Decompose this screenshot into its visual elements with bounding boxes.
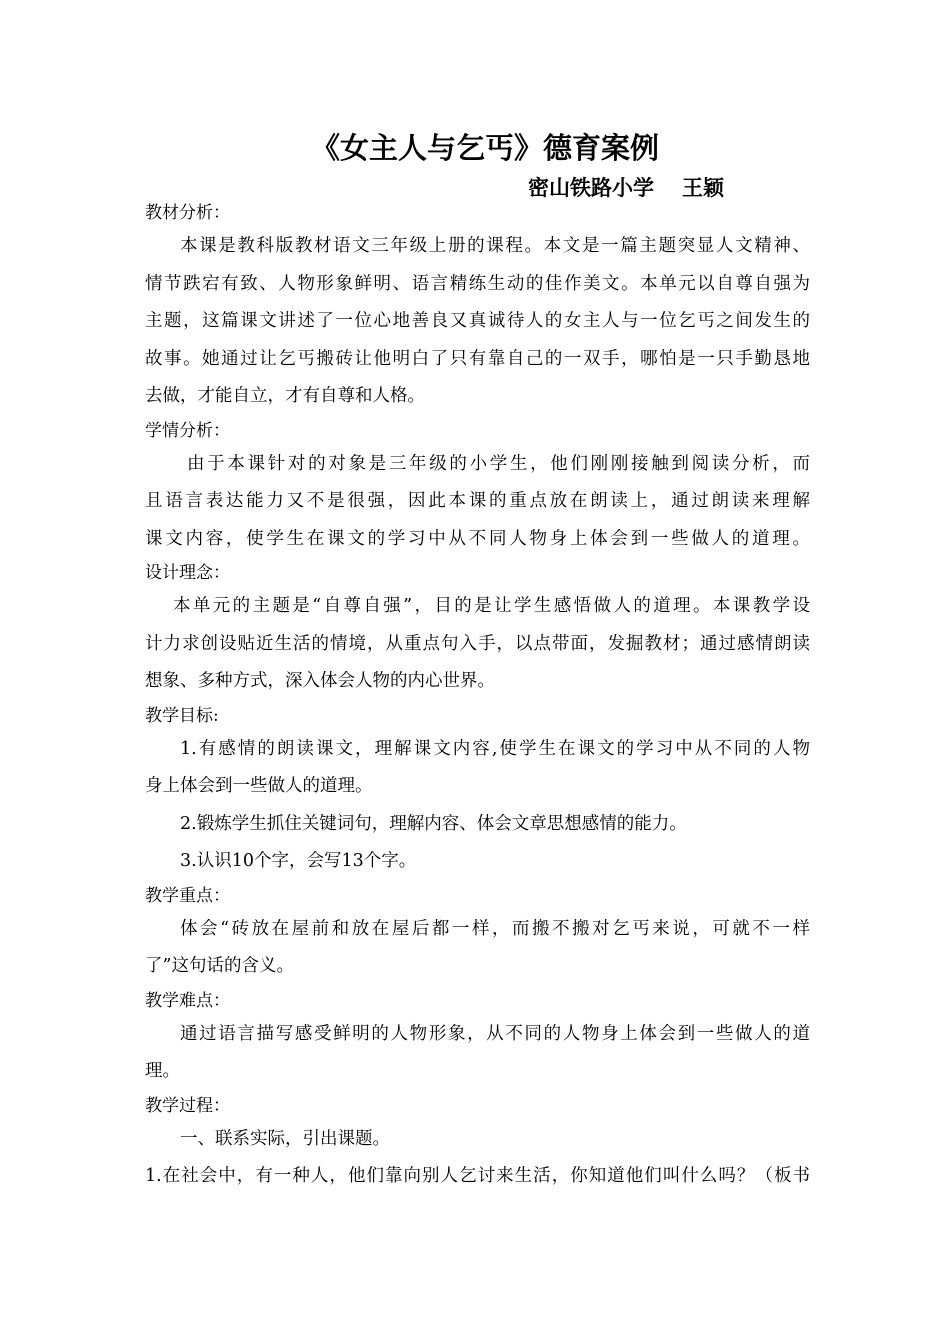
goal-item-continued: 身上体会到一些做人的道理。 bbox=[145, 776, 373, 796]
document-body bbox=[145, 198, 810, 1196]
section-heading-process: 教学过程： bbox=[145, 1095, 230, 1116]
paragraph-line: 且语言表达能力又不是很强，因此本课的重点放在朗读上，通过朗读来理解 bbox=[145, 491, 810, 511]
paragraph-line: 去做，才能自立，才有自尊和人格。 bbox=[145, 386, 425, 406]
paragraph-line: 主题，这篇课文讲述了一位心地善良又真诚待人的女主人与一位乞丐之间发生的 bbox=[145, 311, 810, 331]
paragraph-line: 故事。她通过让乞丐搬砖让他明白了只有靠自己的一双手，哪怕是一只手勤恳地 bbox=[145, 348, 810, 369]
paragraph-line: 体会“砖放在屋前和放在屋后都一样，而搬不搬对乞丐来说，可就不一样 bbox=[180, 918, 810, 939]
author-name: 王颖 bbox=[682, 176, 724, 200]
document-title: 《女主人与乞丐》德育案例 bbox=[310, 131, 659, 165]
process-step-item: 1.在社会中，有一种人，他们靠向别人乞讨来生活，你知道他们叫什么吗？（板书 bbox=[145, 1166, 810, 1186]
paragraph-line: 计力求创设贴近生活的情境，从重点句入手，以点带面，发掘教材；通过感情朗读 bbox=[145, 633, 810, 654]
section-heading-goals: 教学目标: bbox=[145, 705, 219, 726]
paragraph-line: 理。 bbox=[145, 1061, 180, 1081]
paragraph-line: 课文内容，使学生在课文的学习中从不同人物身上体会到一些做人的道理。 bbox=[145, 528, 810, 549]
section-heading-difficulty: 教学难点： bbox=[145, 990, 230, 1011]
section-heading-design: 设计理念： bbox=[145, 563, 230, 583]
paragraph-line: 本课是教科版教材语文三年级上册的课程。本文是一篇主题突显人文精神、 bbox=[180, 236, 810, 256]
goal-item: 3.认识10个字，会写13个字。 bbox=[180, 851, 417, 871]
section-heading-students: 学情分析： bbox=[145, 420, 230, 441]
section-heading-focus: 教学重点： bbox=[145, 885, 230, 906]
paragraph-line: 本单元的主题是“自尊自强”，目的是让学生感悟做人的道理。本课教学设 bbox=[173, 596, 810, 616]
paragraph-line: 想象、多种方式，深入体会人物的内心世界。 bbox=[145, 671, 495, 691]
author-school: 密山铁路小学 bbox=[528, 176, 654, 200]
paragraph-line: 由于本课针对的对象是三年级的小学生，他们刚刚接触到阅读分析，而 bbox=[187, 453, 810, 474]
goal-item: 1.有感情的朗读课文，理解课文内容,使学生在课文的学习中从不同的人物 bbox=[180, 738, 810, 759]
paragraph-line: 通过语言描写感受鲜明的人物形象，从不同的人物身上体会到一些做人的道 bbox=[180, 1023, 810, 1044]
section-heading-material: 教材分析： bbox=[145, 203, 230, 223]
goal-item: 2.锻炼学生抓住关键词句，理解内容、体会文章思想感情的能力。 bbox=[180, 813, 687, 834]
paragraph-line: 了”这句话的含义。 bbox=[145, 956, 294, 976]
paragraph-line: 情节跌宕有致、人物形象鲜明、语言精练生动的佳作美文。本单元以自尊自强为 bbox=[145, 273, 810, 294]
process-step-heading: 一、联系实际，引出课题。 bbox=[180, 1128, 390, 1149]
